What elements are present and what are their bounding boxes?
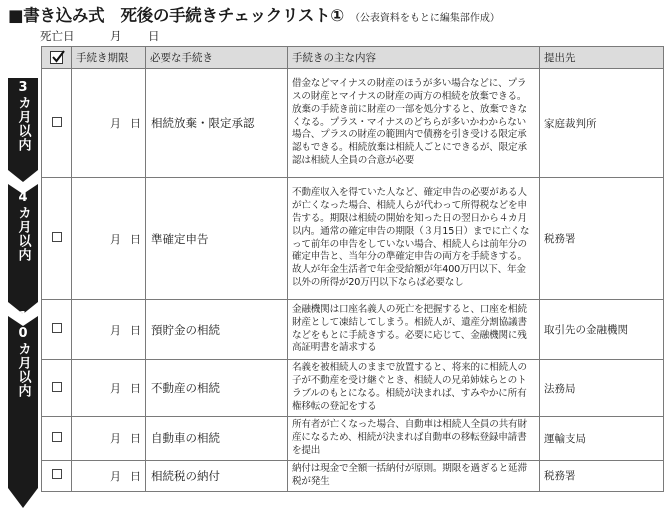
deadline-4-months: 4カ月以内 (15, 190, 31, 262)
row-month: 月 (110, 432, 121, 446)
table-row (42, 178, 664, 300)
row-day: 日 (130, 469, 141, 483)
row-month: 月 (110, 382, 121, 395)
empty-checkbox-icon[interactable] (52, 232, 62, 242)
empty-checkbox-icon[interactable] (52, 323, 62, 333)
row-destination: 法務局 (540, 360, 664, 417)
header-check-cell (42, 47, 72, 69)
checklist-table (41, 46, 664, 492)
row-day: 日 (130, 432, 141, 446)
page-header (8, 2, 500, 26)
empty-checkbox-icon[interactable] (52, 117, 62, 127)
row-content: 不動産収入を得ていた人など、確定申告の必要がある人が亡くなった場合、相続人らが代わって所得税などを申告する。期限は相続の開始を知った日の翌日から４カ月以内。通常の確定申告の期限（３月15日）までに亡くなって前年の申告をしていない場合、相続人らは前年分の確定申告と、当年分の準確定申告の両方を手続きする。故人が年金生活者で年金受給額が年400万円以下、年金以外の所得が20万円以下ならば必要なし (288, 178, 540, 300)
header-content: 手続きの主な内容 (288, 47, 540, 69)
row-destination: 税務署 (540, 178, 664, 300)
row-procedure: 自動車の相続 (146, 417, 288, 461)
death-date-month: 月 (110, 29, 122, 43)
row-day: 日 (130, 117, 141, 130)
empty-checkbox-icon[interactable] (52, 469, 62, 479)
table-row (42, 417, 664, 461)
header-procedure: 必要な手続き (146, 47, 288, 69)
row-content: 名義を被相続人のままで放置すると、将来的に相続人の子が不動産を受け継ぐとき、相続人の兄弟姉妹らとのトラブルのもとになる。相続が決まれば、すみやかに所有権移転の登記をする (288, 360, 540, 417)
checkmark-box-icon (50, 51, 63, 64)
death-date-label: 死亡日 (40, 29, 75, 43)
row-check-cell[interactable] (42, 69, 72, 178)
table-header-row (42, 47, 664, 69)
deadline-3-months: 3カ月以内 (15, 80, 31, 152)
row-month: 月 (110, 323, 121, 337)
row-day: 日 (130, 232, 141, 246)
row-content: 納付は現金で全額一括納付が原則。期限を過ぎると延滞税が発生 (288, 460, 540, 491)
row-procedure: 相続放棄・限定承認 (146, 69, 288, 178)
source-note: （公表資料をもとに編集部作成） (349, 13, 500, 24)
row-procedure: 準確定申告 (146, 178, 288, 300)
row-check-cell[interactable] (42, 360, 72, 417)
row-destination: 税務署 (540, 460, 664, 491)
page-title: ■書き込み式 死後の手続きチェックリスト① (8, 6, 344, 25)
deadline-timeline (8, 78, 38, 506)
row-destination: 運輸支局 (540, 417, 664, 461)
row-destination: 取引先の金融機関 (540, 300, 664, 360)
header-deadline: 手続き期限 (72, 47, 146, 69)
row-procedure: 預貯金の相続 (146, 300, 288, 360)
row-check-cell[interactable] (42, 300, 72, 360)
row-day: 日 (130, 382, 141, 395)
row-content: 所有者が亡くなった場合、自動車は相続人全員の共有財産になるため、相続が決まれば自動車の移転登録申請書を提出 (288, 417, 540, 461)
empty-checkbox-icon[interactable] (52, 382, 62, 392)
row-check-cell[interactable] (42, 417, 72, 461)
row-procedure: 不動産の相続 (146, 360, 288, 417)
row-month: 月 (110, 232, 121, 246)
row-deadline-cell[interactable] (72, 460, 146, 491)
row-month: 月 (110, 469, 121, 483)
row-deadline-cell[interactable] (72, 178, 146, 300)
row-check-cell[interactable] (42, 460, 72, 491)
row-check-cell[interactable] (42, 178, 72, 300)
table-row (42, 460, 664, 491)
row-content: 金融機関は口座名義人の死亡を把握すると、口座を相続財産として凍結してしまう。相続人が、遺産分割協議書などをもとに手続きする。必要に応じて、金融機関に残高証明書を請求する (288, 300, 540, 360)
empty-checkbox-icon[interactable] (52, 432, 62, 442)
deadline-10-months: 10カ月以内 (15, 310, 31, 398)
table-row (42, 360, 664, 417)
row-day: 日 (130, 323, 141, 337)
table-row (42, 69, 664, 178)
death-date-day: 日 (148, 29, 160, 43)
death-date-line (40, 28, 160, 44)
row-destination: 家庭裁判所 (540, 69, 664, 178)
row-deadline-cell[interactable] (72, 300, 146, 360)
row-content: 借金などマイナスの財産のほうが多い場合などに、プラスの財産とマイナスの財産の両方の相続を放棄できる。放棄の手続き前に財産の一部を処分すると、放棄できなくなる。プラス・マイナスのどちらが多いかわからない場合、プラスの財産の範囲内で債務を引き受ける限定承認もできる。相続放棄は相続人ごとにできるが、限定承認は相続人全員の合意が必要 (288, 69, 540, 178)
row-month: 月 (110, 117, 121, 130)
row-deadline-cell[interactable] (72, 417, 146, 461)
row-deadline-cell[interactable] (72, 360, 146, 417)
header-destination: 提出先 (540, 47, 664, 69)
row-deadline-cell[interactable] (72, 69, 146, 178)
table-row (42, 300, 664, 360)
row-procedure: 相続税の納付 (146, 460, 288, 491)
